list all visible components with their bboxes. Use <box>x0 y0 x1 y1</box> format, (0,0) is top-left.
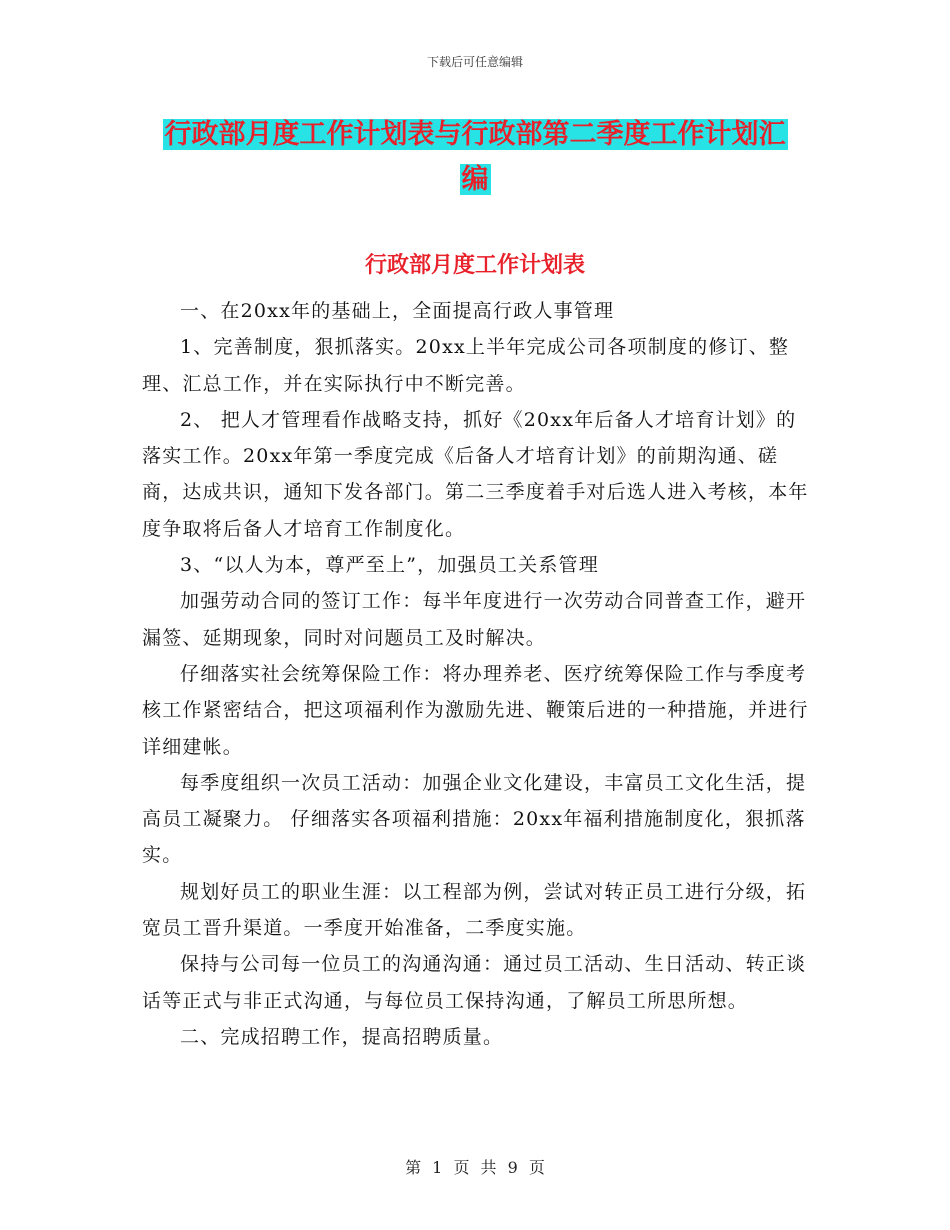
paragraph: 每季度组织一次员工活动：加强企业文化建设，丰富员工文化生活，提高员工凝聚力。 仔细落实各项福利措施：20xx年福利措施制度化，狠抓落实。 <box>142 771 807 867</box>
paragraph: 加强劳动合同的签订工作：每半年度进行一次劳动合同普查工作，避开漏签、延期现象，同时对问题员工及时解决。 <box>142 590 807 649</box>
section-title: 行政部月度工作计划表 <box>364 252 585 278</box>
paragraph: 一、在20xx年的基础上，全面提高行政人事管理 <box>180 300 615 322</box>
page-footer: 第 1 页 共 9 页 <box>405 1158 545 1177</box>
document-title <box>140 112 810 202</box>
paragraph: 二、完成招聘工作，提高招聘质量。 <box>180 1025 504 1048</box>
paragraph: 规划好员工的职业生涯：以工程部为例，尝试对转正员工进行分级，拓宽员工晋升渠道。一季度开始准备，二季度实施。 <box>142 880 807 940</box>
paragraph: 仔细落实社会统筹保险工作：将办理养老、医疗统筹保险工作与季度考核工作紧密结合，把这项福利作为激励先进、鞭策后进的一种措施，并进行详细建帐。 <box>142 662 809 758</box>
document-title-line-1: 行政部月度工作计划表与行政部第二季度工作计划汇 <box>164 119 786 150</box>
paragraph: 保持与公司每一位员工的沟通沟通：通过员工活动、生日活动、转正谈话等正式与非正式沟通，与每位员工保持沟通，了解员工所思所想。 <box>142 953 807 1012</box>
document-body <box>142 293 810 1055</box>
paragraph: 2、 把人才管理看作战略支持，抓好《20xx年后备人才培育计划》的落实工作。20xx年第一季度完成《后备人才培育计划》的前期沟通、磋商，达成共识，通知下发各部门。第二三季度着手对后选人进入考核，本年度争取将后备人才培育工作制度化。 <box>142 408 809 540</box>
paragraph: 3、“以人为本，尊严至上”，加强员工关系管理 <box>180 554 599 577</box>
paragraph: 1、完善制度，狠抓落实。20xx上半年完成公司各项制度的修订、整理、汇总工作，并在实际执行中不断完善。 <box>142 336 790 395</box>
document-title-line-2: 编 <box>461 164 489 195</box>
header-note: 下载后可任意编辑 <box>426 55 523 69</box>
